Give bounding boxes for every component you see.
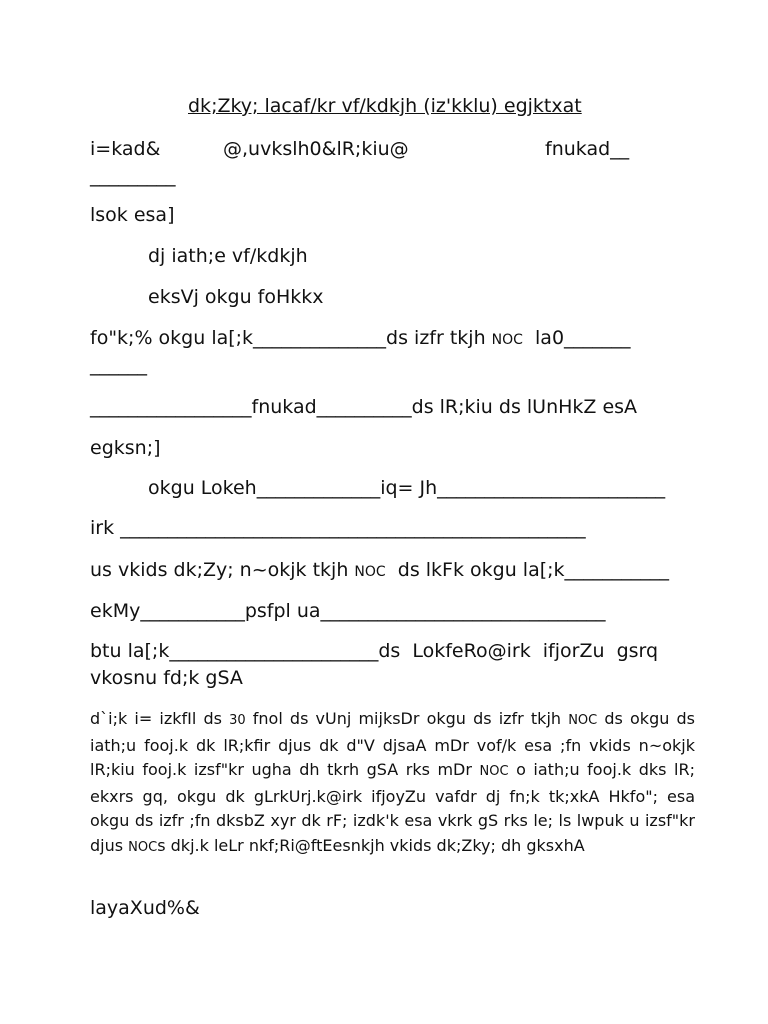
body-line-2: ekMy___________psfpl ua______________________________	[90, 600, 606, 622]
owner-line: okgu Lokeh_____________iq= Jh________________________	[148, 477, 666, 499]
body-line-1: us vkids dk;Zy; n~okjk tkjh NOC ds lkFk okgu la[;k___________	[90, 559, 670, 581]
address-line: irk _________________________________________________	[90, 517, 586, 539]
addressee-line-2: eksVj okgu foHkkx	[148, 286, 324, 308]
date-label: fnukad__	[545, 138, 630, 160]
subject-line-3: _________________fnukad__________ds lR;kiu ds lUnHkZ esA	[90, 396, 638, 418]
enclosure-label: layaXud%&	[90, 897, 200, 919]
greeting: egksn;]	[90, 437, 161, 459]
noc-text: NOC	[479, 764, 509, 779]
noc-text: NOC	[568, 713, 598, 728]
salutation: lsok esa]	[90, 204, 175, 226]
addressee-line-1: dj iath;e vf/kdkjh	[148, 245, 308, 267]
main-paragraph: d`i;k i= izkfIl ds 30 fnol ds vUnj mijksDr okgu ds izfr tkjh NOC ds okgu ds iath;u fooj.k dk lR;kfir djus dk d"V djsaA mDr vof/k esa ;fn vkids n~okjk lR;kiu fooj.k izsf"kr ugha dh tkrh gSA rks mDr NOC o iath;u fooj.k dks lR; ekxrs gq, okgu dk gLrkUrj.k@irk ifjoyZu vafdr dj fn;k tk;xkA Hkfo"; esa okgu ds izfr ;fn dksbZ xyr dk rF; izdk'k esa vkrk gS rks le; ls lwpuk u izsf"kr djus NOCs dkj.k leLr nkf;Ri@ftEesnkjh vkids dk;Zky; dh gksxhA	[90, 709, 695, 855]
subject-line-1: fo"k;% okgu la[;k______________ds izfr tkjh NOC la0_______	[90, 327, 631, 349]
noc-verification-label: @,uvkslh0&lR;kiu@	[223, 138, 409, 160]
date-blank: _________	[90, 165, 176, 187]
noc-text: NOC	[128, 839, 158, 855]
body-line-3: btu la[;k______________________ds LokfeRo@irk ifjorZu gsrq	[90, 640, 659, 662]
body-line-4: vkosnu fd;k gSA	[90, 667, 243, 689]
noc-text: NOC	[491, 332, 523, 348]
letter-title: dk;Zky; lacaf/kr vf/kdkjh (iz'kklu) egjktxat	[188, 95, 582, 117]
subject-line-2: ______	[90, 354, 147, 376]
letter-number-label: i=kad&	[90, 138, 161, 160]
noc-text: NOC	[354, 564, 386, 580]
